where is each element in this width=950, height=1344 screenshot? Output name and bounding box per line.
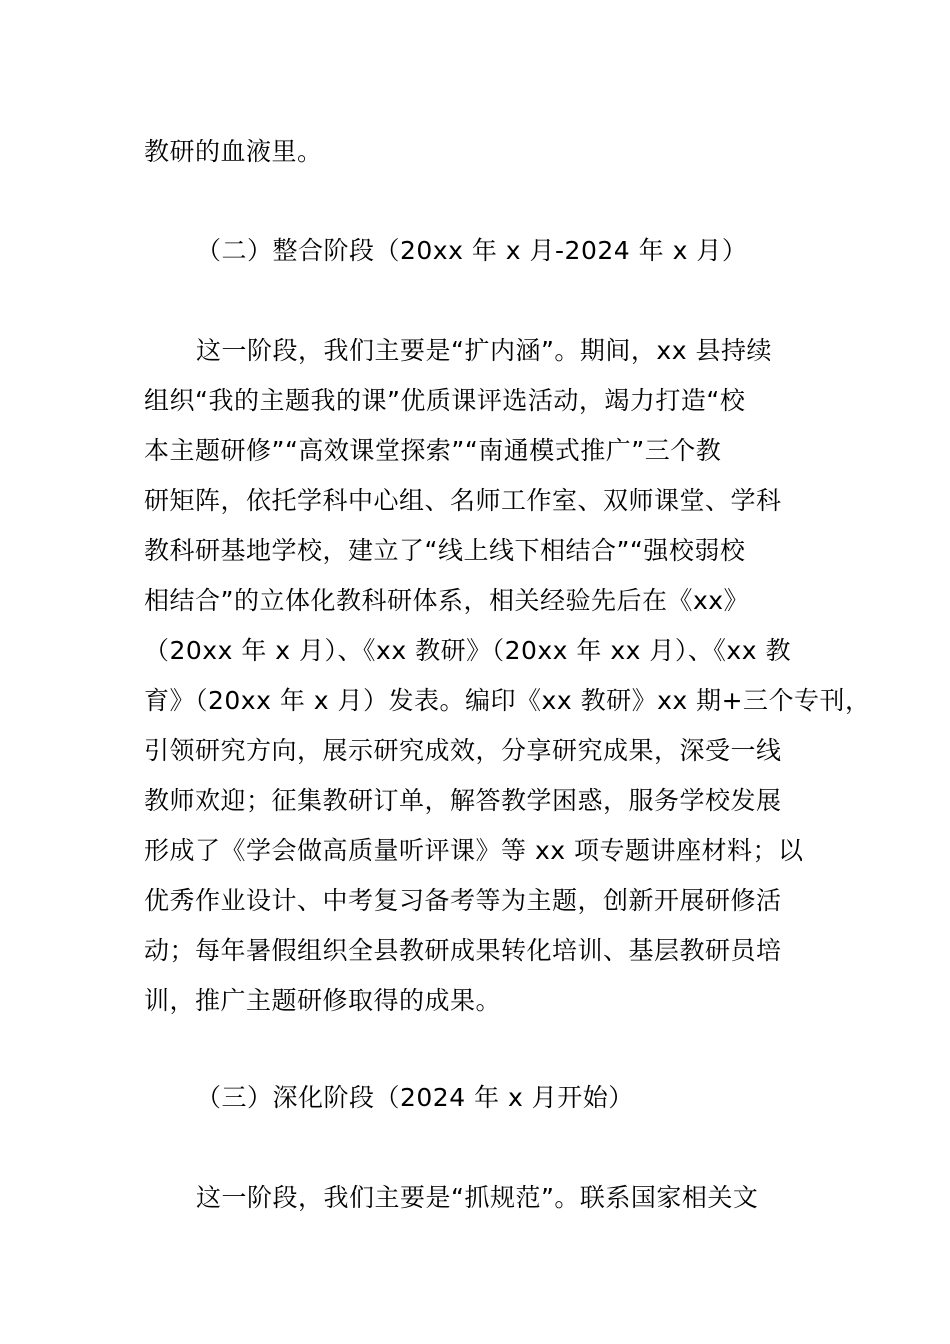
paragraph-line: 本主题研修”“高效课堂探索”“南通模式推广”三个教 [144,436,722,465]
paragraph-line: 相结合”的立体化教科研体系，相关经验先后在《xx》 [144,586,750,615]
paragraph-line: 育》（20xx 年 x 月）发表。编印《xx 教研》xx 期+三个专刊， [144,686,871,715]
paragraph-line: 组织“我的主题我的课”优质课评选活动，竭力打造“校 [144,386,746,415]
paragraph-line: （20xx 年 x 月）、《xx 教研》（20xx 年 xx 月）、《xx 教 [144,636,791,665]
paragraph-line: 形成了《学会做高质量听评课》等 xx 项专题讲座材料；以 [144,836,804,865]
paragraph-line: 动；每年暑假组织全县教研成果转化培训、基层教研员培 [144,936,782,965]
paragraph-line: 这一阶段，我们主要是“扩内涵”。期间，xx 县持续 [196,336,772,365]
paragraph-line: 教科研基地学校，建立了“线上线下相结合”“强校弱校 [144,536,746,565]
paragraph-line: 研矩阵，依托学科中心组、名师工作室、双师课堂、学科 [144,486,782,515]
paragraph-line: 教研的血液里。 [144,137,323,166]
paragraph-line: 优秀作业设计、中考复习备考等为主题，创新开展研修活 [144,886,782,915]
paragraph-line: 这一阶段，我们主要是“抓规范”。联系国家相关文 [196,1183,759,1212]
section-heading: （三）深化阶段（2024 年 x 月开始） [196,1083,634,1112]
section-heading: （二）整合阶段（20xx 年 x 月-2024 年 x 月） [196,236,748,265]
paragraph-line: 教师欢迎；征集教研订单，解答教学困惑，服务学校发展 [144,786,782,815]
paragraph-line: 引领研究方向，展示研究成效，分享研究成果，深受一线 [144,736,782,765]
paragraph-line: 训，推广主题研修取得的成果。 [144,986,502,1015]
